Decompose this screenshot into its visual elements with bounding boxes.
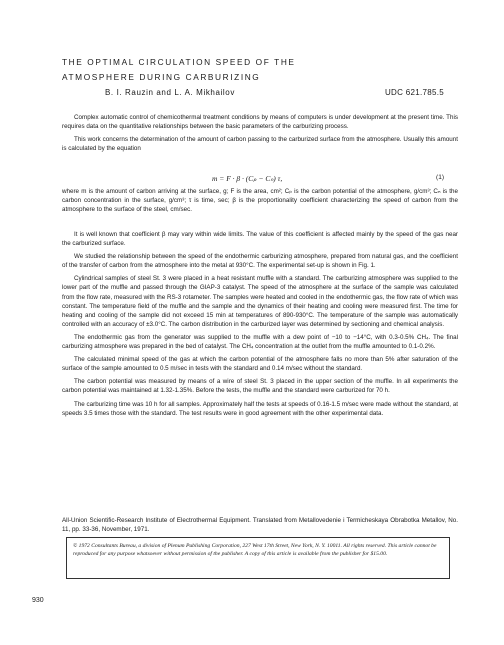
- title-line-2: ATMOSPHERE DURING CARBURIZING: [62, 72, 261, 82]
- affiliation-note: All-Union Scientific-Research Institute of Electrothermal Equipment. Translated from Metallovedenie i Termicheskaya Obrabotka Metallov, No. 11, pp. 33-36, November, 1971.: [62, 517, 458, 534]
- udc-code: UDC 621.785.5: [384, 88, 444, 97]
- copyright-box: [66, 537, 450, 579]
- paragraph-2: This work concerns the determination of the amount of carbon passing to the carburized surface from the atmosphere. Usually this amount is calculated by the equation: [62, 136, 458, 153]
- title-line-1: THE OPTIMAL CIRCULATION SPEED OF THE: [62, 57, 296, 67]
- authors: B. I. Rauzin and L. A. Mikhailov: [105, 88, 235, 97]
- paragraph-7: The calculated minimal speed of the gas at which the carbon potential of the atmosphere falls no more than 5% after saturation of the surface of the sample amounted to 0.5 m/sec in tests with the standard and 0.14 m/sec without the standard.: [62, 356, 458, 373]
- intro-section: [62, 113, 458, 153]
- paragraph-8: The carbon potential was measured by means of a wire of steel St. 3 placed in the upper section of the muffle. In all experiments the carbon potential was maintained at 1.32-1.35%. Before the tests, the muffle and the standard were carburized for 70 h.: [62, 378, 458, 395]
- equation-definitions: where m is the amount of carbon arriving at the surface, g; F is the area, cm²; Cₚ is the carbon potential of the atmosphere, g/cm³; Cₙ is the carbon concentration in the surface, g/cm³; τ is time, sec; β is the proportionality coefficient characterizing the speed of carbon from the atmosphere to the surface of the steel, cm/sec.: [62, 188, 458, 214]
- paragraph-9: The carburizing time was 10 h for all samples. Approximately half the tests at speeds of 0.16-1.5 m/sec were made without the standard, at speeds 3.5 times those with the standard. The test results were in good agreement with the other experimental data.: [62, 400, 458, 417]
- equation-1: m = F · β · (Cₚ − Cₙ) τ,: [212, 174, 283, 183]
- equation-number: (1): [436, 174, 444, 181]
- paragraph-5: Cylindrical samples of steel St. 3 were placed in a heat resistant muffle with a standard. The carburizing atmosphere was supplied to the lower part of the muffle and passed through the GIAP-3 catalyst. The speed of the atmosphere at the surface of the sample was calculated from the flow rate, measured with the RS-3 rotameter. The samples were heated and cooled in the endothermic gas, the flow rate of which was constant. The temperature field of the muffle and the sample and the dynamics of their heating and cooling were measured first. The time for heating and cooling of the sample did not exceed 15 min at temperatures of 890-930°C. The temperature of the sample was automatically controlled with an accuracy of ±3.0°C. The carbon distribution in the carburized layer was determined by sectioning and chemical analysis.: [62, 275, 458, 328]
- copyright-text: © 1972 Consultants Bureau, a division of Plenum Publishing Corporation, 227 West 17th Street, New York, N. Y. 10011. All rights reserved. This article cannot be reproduced for any purpose whatsoever without permission of the publisher. A copy of this article is available from the publisher for $15.00.: [73, 543, 437, 558]
- main-section: [62, 230, 458, 418]
- page-number: 930: [32, 597, 44, 604]
- article-title: [62, 55, 296, 85]
- paragraph-6: The endothermic gas from the generator was supplied to the muffle with a dew point of −10 to −14°C, with 0.3-0.5% CH₄. The final carburizing atmosphere was prepared in the bed of catalyst. The CH₄ concentration at the outlet from the muffle amounted to 0.1-0.2%.: [62, 333, 458, 351]
- paragraph-4: We studied the relationship between the speed of the endothermic carburizing atmosphere, prepared from natural gas, and the coefficient of the transfer of carbon from the atmosphere into the metal at 930°C. The experimental set-up is shown in Fig. 1.: [62, 253, 458, 270]
- paragraph-3: It is well known that coefficient β may vary within wide limits. The value of this coefficient is affected mainly by the speed of the gas near the carburized surface.: [62, 231, 458, 248]
- definitions-section: [62, 187, 458, 214]
- paragraph-1: Complex automatic control of chemicothermal treatment conditions by means of computers is under development at the present time. This requires data on the quantitative relationships between the basic parameters of the carburizing process.: [62, 114, 458, 131]
